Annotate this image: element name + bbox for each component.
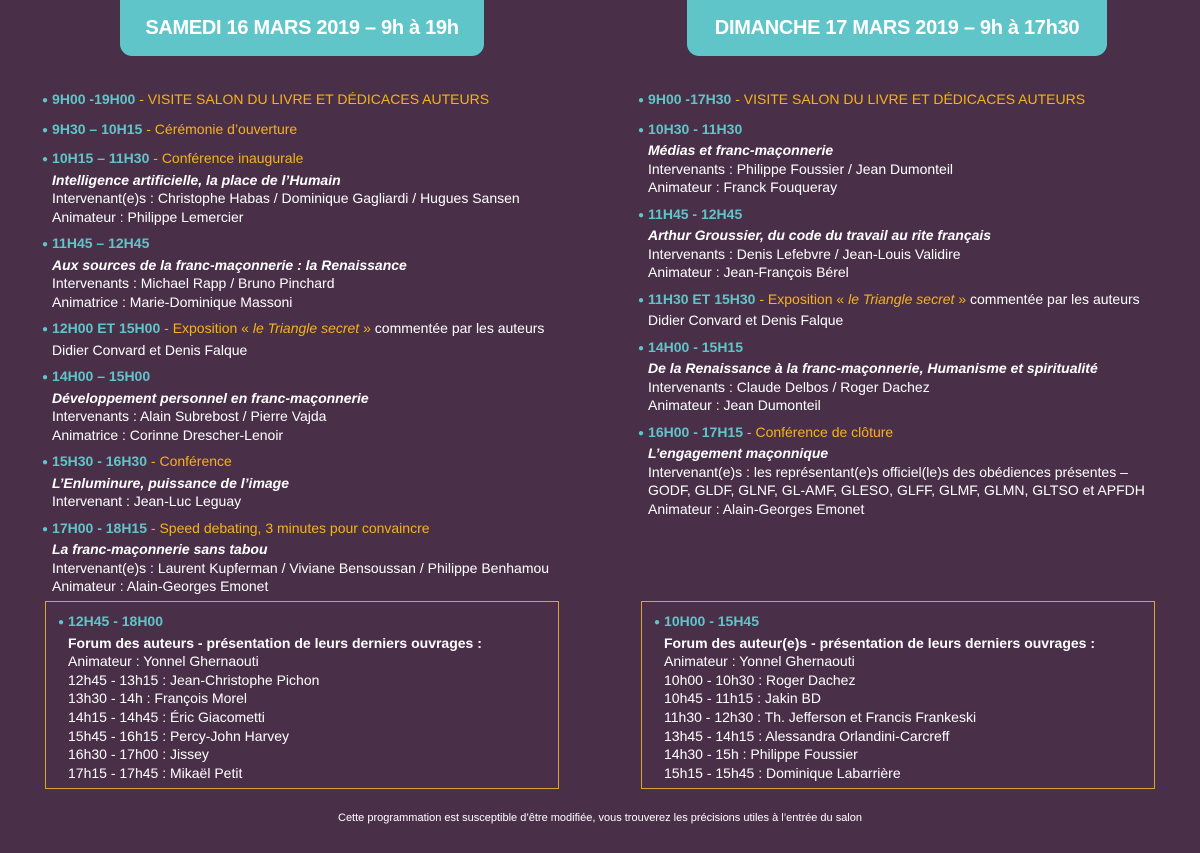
- item-subtitle: De la Renaissance à la franc-maçonnerie, Humanisme et spiritualité: [648, 360, 1098, 376]
- item-body: [42, 474, 602, 511]
- item-label: Conférence de clôture: [755, 423, 894, 440]
- forum-line: 11h30 - 12h30 : Th. Jefferson et Francis Frankeski: [664, 708, 977, 725]
- forum-line: Animateur : Yonnel Ghernaouti: [664, 653, 855, 670]
- forum-line: 10h45 - 11h15 : Jakin BD: [664, 690, 821, 707]
- item-heading: [638, 90, 1168, 112]
- forum-line: 14h30 - 15h : Philippe Foussier: [664, 746, 858, 763]
- item-body: [42, 256, 602, 312]
- schedule-item: [638, 338, 1168, 415]
- item-heading: [42, 319, 602, 341]
- item-detail-line: Animateur : Jean-François Bérel: [648, 264, 849, 280]
- item-label-end: »: [363, 320, 371, 336]
- forum-line: 15h15 - 15h45 : Dominique Labarrière: [664, 764, 901, 781]
- time-separator: -: [147, 453, 160, 469]
- forum-line: 15h45 - 16h15 : Percy-John Harvey: [68, 727, 290, 744]
- item-time: 10H30 - 11H30: [648, 120, 743, 137]
- forum-title: Forum des auteur(e)s - présentation de leurs derniers ouvrages :: [664, 634, 1095, 651]
- time-separator: -: [149, 150, 162, 166]
- item-time: 9H00 -19H00: [52, 91, 136, 107]
- forum-lines: [58, 652, 558, 782]
- item-detail-line: Didier Convard et Denis Falque: [52, 341, 248, 358]
- item-label-emphasis: le Triangle secret: [248, 320, 364, 336]
- item-heading: [42, 367, 602, 389]
- time-separator: -: [160, 320, 173, 336]
- item-label-emphasis: le Triangle secret: [844, 290, 959, 307]
- item-detail-line: Intervenants : Michael Rapp / Bruno Pinchard: [52, 275, 335, 291]
- item-detail-line: Didier Convard et Denis Falque: [648, 312, 844, 328]
- item-label: Conférence inaugurale: [161, 150, 304, 166]
- forum-line: 13h45 - 14h15 : Alessandra Orlandini-Carcreff: [664, 727, 950, 744]
- saturday-forum-box: [45, 601, 559, 789]
- item-body: [42, 540, 602, 596]
- item-time: 14H00 - 15H15: [648, 338, 743, 355]
- item-heading: [42, 519, 602, 541]
- bullet-dot-icon: ●: [638, 294, 645, 306]
- forum-time-row: [58, 612, 558, 634]
- item-subtitle: Intelligence artificielle, la place de l’Humain: [52, 171, 341, 188]
- item-detail-line: Intervenant(e)s : Christophe Habas / Dominique Gagliardi / Hugues Sansen: [52, 190, 520, 206]
- forum-line: 10h00 - 10h30 : Roger Dachez: [664, 671, 856, 688]
- item-label: Cérémonie d’ouverture: [154, 120, 298, 137]
- item-detail-line: Animatrice : Marie-Dominique Massoni: [52, 293, 293, 310]
- sunday-schedule: [638, 90, 1168, 526]
- time-separator: -: [135, 91, 148, 107]
- item-detail-line: Animateur : Jean Dumonteil: [648, 397, 821, 413]
- sunday-header: DIMANCHE 17 MARS 2019 – 9h à 17h30: [687, 0, 1107, 56]
- forum-time: 12H45 - 18H00: [68, 613, 163, 629]
- bullet-dot-icon: ●: [42, 95, 49, 106]
- schedule-item: [638, 290, 1168, 330]
- schedule-item: [42, 319, 602, 359]
- item-time: 11H45 – 12H45: [52, 235, 150, 251]
- item-subtitle: Aux sources de la franc-maçonnerie : la Renaissance: [52, 256, 407, 273]
- forum-time-row: [654, 612, 1154, 634]
- item-label-tail: commentée par les auteurs: [370, 320, 545, 336]
- forum-title: Forum des auteurs - présentation de leurs derniers ouvrages :: [68, 634, 482, 651]
- bullet-dot-icon: ●: [42, 372, 49, 383]
- item-heading: [638, 205, 1168, 227]
- schedule-item: [42, 90, 602, 112]
- item-detail-line: Animateur : Alain-Georges Emonet: [648, 500, 865, 517]
- item-detail-line: GODF, GLDF, GLNF, GL-AMF, GLESO, GLFF, GLMF, GLMN, GLTSO et APFDH: [648, 482, 1145, 498]
- item-label: Speed debating, 3 minutes pour convaincre: [159, 519, 430, 536]
- schedule-item: [42, 149, 602, 226]
- item-label: Exposition «: [767, 290, 845, 307]
- bullet-dot-icon: ●: [42, 154, 49, 165]
- saturday-schedule: [42, 90, 602, 604]
- schedule-item: [638, 423, 1168, 519]
- item-detail-line: Animatrice : Corinne Drescher-Lenoir: [52, 426, 284, 443]
- time-separator: -: [755, 290, 768, 307]
- bullet-dot-icon: ●: [654, 617, 661, 628]
- item-subtitle: Arthur Groussier, du code du travail au rite français: [648, 227, 992, 243]
- saturday-header: SAMEDI 16 MARS 2019 – 9h à 19h: [120, 0, 484, 56]
- item-heading: [42, 149, 602, 171]
- time-separator: -: [147, 519, 160, 536]
- item-label: Conférence: [159, 453, 232, 469]
- item-time: 9H30 – 10H15: [52, 120, 143, 137]
- item-heading: [638, 338, 1168, 360]
- item-label-tail: commentée par les auteurs: [966, 290, 1140, 307]
- bullet-dot-icon: ●: [42, 457, 49, 468]
- item-body: [42, 389, 602, 445]
- schedule-item: [42, 367, 602, 444]
- item-subtitle: L’Enluminure, puissance de l’image: [52, 474, 290, 491]
- item-body: [42, 171, 602, 227]
- item-time: 16H00 - 17H15: [648, 423, 743, 440]
- schedule-item: [42, 519, 602, 596]
- item-detail-line: Animateur : Philippe Lemercier: [52, 208, 244, 225]
- item-time: 9H00 -17H30: [648, 91, 732, 107]
- footer-note: Cette programmation est susceptible d’être modifiée, vous trouverez les précisions utiles à l’entrée du salon: [338, 812, 862, 824]
- item-body: [42, 341, 602, 360]
- bullet-dot-icon: ●: [638, 124, 645, 136]
- item-detail-line: Animateur : Franck Fouqueray: [648, 179, 838, 195]
- item-time: 17H00 - 18H15: [52, 519, 147, 536]
- item-detail-line: Intervenant : Jean-Luc Leguay: [52, 493, 242, 509]
- item-label-end: »: [958, 290, 967, 307]
- forum-line: 14h15 - 14h45 : Éric Giacometti: [68, 708, 265, 725]
- item-body: [638, 141, 1168, 197]
- item-heading: [42, 234, 602, 256]
- time-separator: -: [743, 423, 756, 440]
- forum-line: 17h15 - 17h45 : Mikaël Petit: [68, 764, 243, 781]
- item-subtitle: La franc-maçonnerie sans tabou: [52, 541, 268, 557]
- item-label: Exposition «: [172, 320, 249, 336]
- item-detail-line: Intervenants : Claude Delbos / Roger Dachez: [648, 378, 930, 395]
- forum-lines: [654, 652, 1154, 782]
- sunday-forum-box: [641, 601, 1155, 789]
- schedule-item: [42, 234, 602, 311]
- item-subtitle: Médias et franc-maçonnerie: [648, 142, 834, 158]
- item-label: VISITE SALON DU LIVRE ET DÉDICACES AUTEURS: [147, 91, 490, 107]
- item-detail-line: Intervenants : Denis Lefebvre / Jean-Louis Validire: [648, 245, 961, 262]
- time-separator: -: [142, 120, 155, 137]
- item-heading: [638, 120, 1168, 142]
- bullet-dot-icon: ●: [638, 95, 645, 106]
- schedule-item: [42, 120, 602, 142]
- schedule-item: [638, 205, 1168, 282]
- bullet-dot-icon: ●: [638, 427, 645, 439]
- forum-line: 13h30 - 14h : François Morel: [68, 690, 247, 707]
- item-detail-line: Intervenant(e)s : les représentant(e)s officiel(le)s des obédiences présentes –: [648, 463, 1128, 480]
- forum-line: 16h30 - 17h00 : Jissey: [68, 746, 209, 763]
- item-body: [638, 359, 1168, 415]
- item-subtitle: L’engagement maçonnique: [648, 445, 829, 461]
- item-heading: [42, 120, 602, 142]
- bullet-dot-icon: ●: [42, 324, 49, 335]
- item-detail-line: Intervenants : Philippe Foussier / Jean Dumonteil: [648, 160, 954, 177]
- forum-line: Animateur : Yonnel Ghernaouti: [68, 653, 259, 670]
- bullet-dot-icon: ●: [42, 239, 49, 250]
- bullet-dot-icon: ●: [42, 124, 49, 136]
- item-time: 14H00 – 15H00: [52, 368, 151, 384]
- bullet-dot-icon: ●: [42, 523, 49, 535]
- item-time: 15H30 - 16H30: [52, 453, 147, 469]
- item-time: 12H00 ET 15H00: [52, 320, 161, 336]
- bullet-dot-icon: ●: [638, 342, 645, 354]
- item-time: 11H45 - 12H45: [648, 205, 743, 222]
- item-body: [638, 311, 1168, 330]
- forum-line: 12h45 - 13h15 : Jean-Christophe Pichon: [68, 671, 320, 688]
- item-heading: [42, 452, 602, 474]
- bullet-dot-icon: ●: [58, 617, 65, 628]
- item-body: [638, 444, 1168, 518]
- time-separator: -: [731, 91, 744, 107]
- item-subtitle: Développement personnel en franc-maçonnerie: [52, 389, 369, 406]
- item-detail-line: Animateur : Alain-Georges Emonet: [52, 578, 269, 594]
- forum-time: 10H00 - 15H45: [664, 613, 759, 629]
- item-heading: [638, 290, 1168, 312]
- schedule-item: [638, 120, 1168, 197]
- schedule-item: [42, 452, 602, 511]
- schedule-item: [638, 90, 1168, 112]
- item-time: 10H15 – 11H30: [52, 150, 150, 166]
- item-heading: [638, 423, 1168, 445]
- item-time: 11H30 ET 15H30: [648, 290, 756, 307]
- item-label: VISITE SALON DU LIVRE ET DÉDICACES AUTEURS: [743, 91, 1086, 107]
- item-detail-line: Intervenant(e)s : Laurent Kupferman / Viviane Bensoussan / Philippe Benhamou: [52, 559, 550, 576]
- item-heading: [42, 90, 602, 112]
- bullet-dot-icon: ●: [638, 209, 645, 221]
- item-body: [638, 226, 1168, 282]
- item-detail-line: Intervenants : Alain Subrebost / Pierre Vajda: [52, 408, 327, 424]
